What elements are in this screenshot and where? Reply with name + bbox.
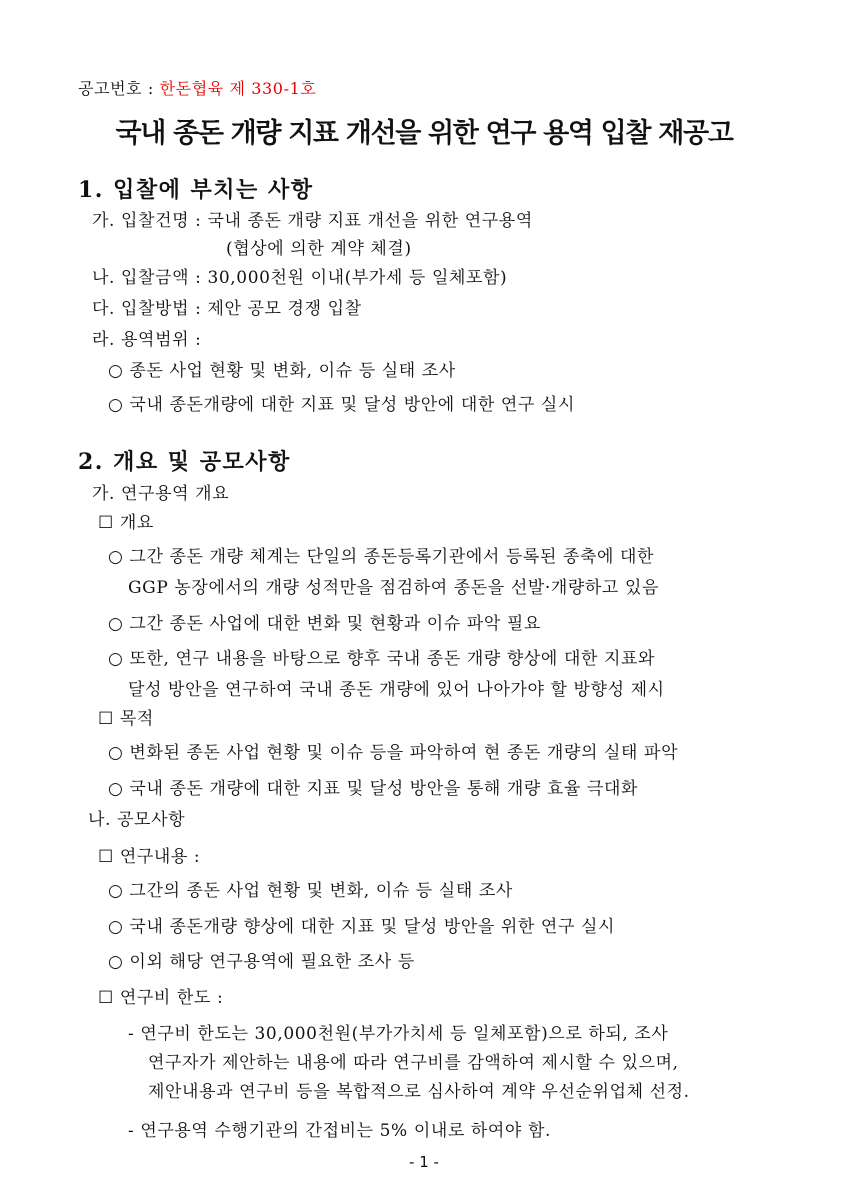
overview-item-cont: 달성 방안을 연구하여 국내 종돈 개량에 있어 나아가야 할 방향성 제시 — [128, 680, 665, 700]
research-item: ○ 이외 해당 연구용역에 필요한 조사 등 — [108, 952, 415, 972]
scope-item: ○ 국내 종돈개량에 대한 지표 및 달성 방안에 대한 연구 실시 — [108, 395, 575, 415]
bid-amount: 나. 입찰금액 : 30,000천원 이내(부가세 등 일체포함) — [92, 268, 508, 288]
service-scope: 라. 용역범위 : — [92, 330, 202, 350]
bid-method: 다. 입찰방법 : 제안 공모 경쟁 입찰 — [92, 299, 362, 319]
box-overview: ☐ 개요 — [98, 513, 154, 533]
research-item: ○ 그간의 종돈 사업 현황 및 변화, 이슈 등 실태 조사 — [108, 881, 513, 901]
research-item: ○ 국내 종돈개량 향상에 대한 지표 및 달성 방안을 위한 연구 실시 — [108, 917, 616, 937]
overview-item-cont: GGP 농장에서의 개량 성적만을 점검하여 종돈을 선발·개량하고 있음 — [128, 578, 659, 598]
page-title: 국내 종돈 개량 지표 개선을 위한 연구 용역 입찰 재공고 — [115, 118, 733, 149]
overview-item: ○ 그간 종돈 사업에 대한 변화 및 현황과 이슈 파악 필요 — [108, 614, 541, 634]
notice-number-line — [78, 78, 316, 100]
box-purpose: ☐ 목적 — [98, 709, 154, 729]
box-research-content: ☐ 연구내용 : — [98, 847, 201, 867]
section-1-heading: 1. 입찰에 부치는 사항 — [78, 177, 314, 203]
notice-number: 한돈협육 제 330-1호 — [159, 79, 317, 98]
competition-heading: 나. 공모사항 — [88, 810, 186, 830]
budget-item-cont: 제안내용과 연구비 등을 복합적으로 심사하여 계약 우선순위업체 선정. — [148, 1082, 690, 1102]
budget-item: - 연구용역 수행기관의 간접비는 5% 이내로 하여야 함. — [128, 1121, 551, 1141]
notice-label: 공고번호 : — [78, 79, 160, 98]
bid-name: 가. 입찰건명 : 국내 종돈 개량 지표 개선을 위한 연구용역 — [92, 211, 533, 231]
purpose-item: ○ 변화된 종돈 사업 현황 및 이슈 등을 파악하여 현 종돈 개량의 실태 파악 — [108, 743, 679, 763]
overview-item: ○ 그간 종돈 개량 체계는 단일의 종돈등록기관에서 등록된 종축에 대한 — [108, 547, 655, 567]
purpose-item: ○ 국내 종돈 개량에 대한 지표 및 달성 방안을 통해 개량 효율 극대화 — [108, 779, 639, 799]
box-budget-limit: ☐ 연구비 한도 : — [98, 988, 224, 1008]
section-2-heading: 2. 개요 및 공모사항 — [78, 449, 291, 475]
bid-name-note: (협상에 의한 계약 체결) — [226, 239, 412, 259]
budget-item: - 연구비 한도는 30,000천원(부가가치세 등 일체포함)으로 하되, 조사 — [128, 1024, 669, 1044]
page-number: - 1 - — [409, 1153, 439, 1171]
scope-item: ○ 종돈 사업 현황 및 변화, 이슈 등 실태 조사 — [108, 361, 456, 381]
overview-heading: 가. 연구용역 개요 — [92, 484, 230, 504]
overview-item: ○ 또한, 연구 내용을 바탕으로 향후 국내 종돈 개량 향상에 대한 지표와 — [108, 649, 656, 669]
budget-item-cont: 연구자가 제안하는 내용에 따라 연구비를 감액하여 제시할 수 있으며, — [148, 1053, 679, 1073]
